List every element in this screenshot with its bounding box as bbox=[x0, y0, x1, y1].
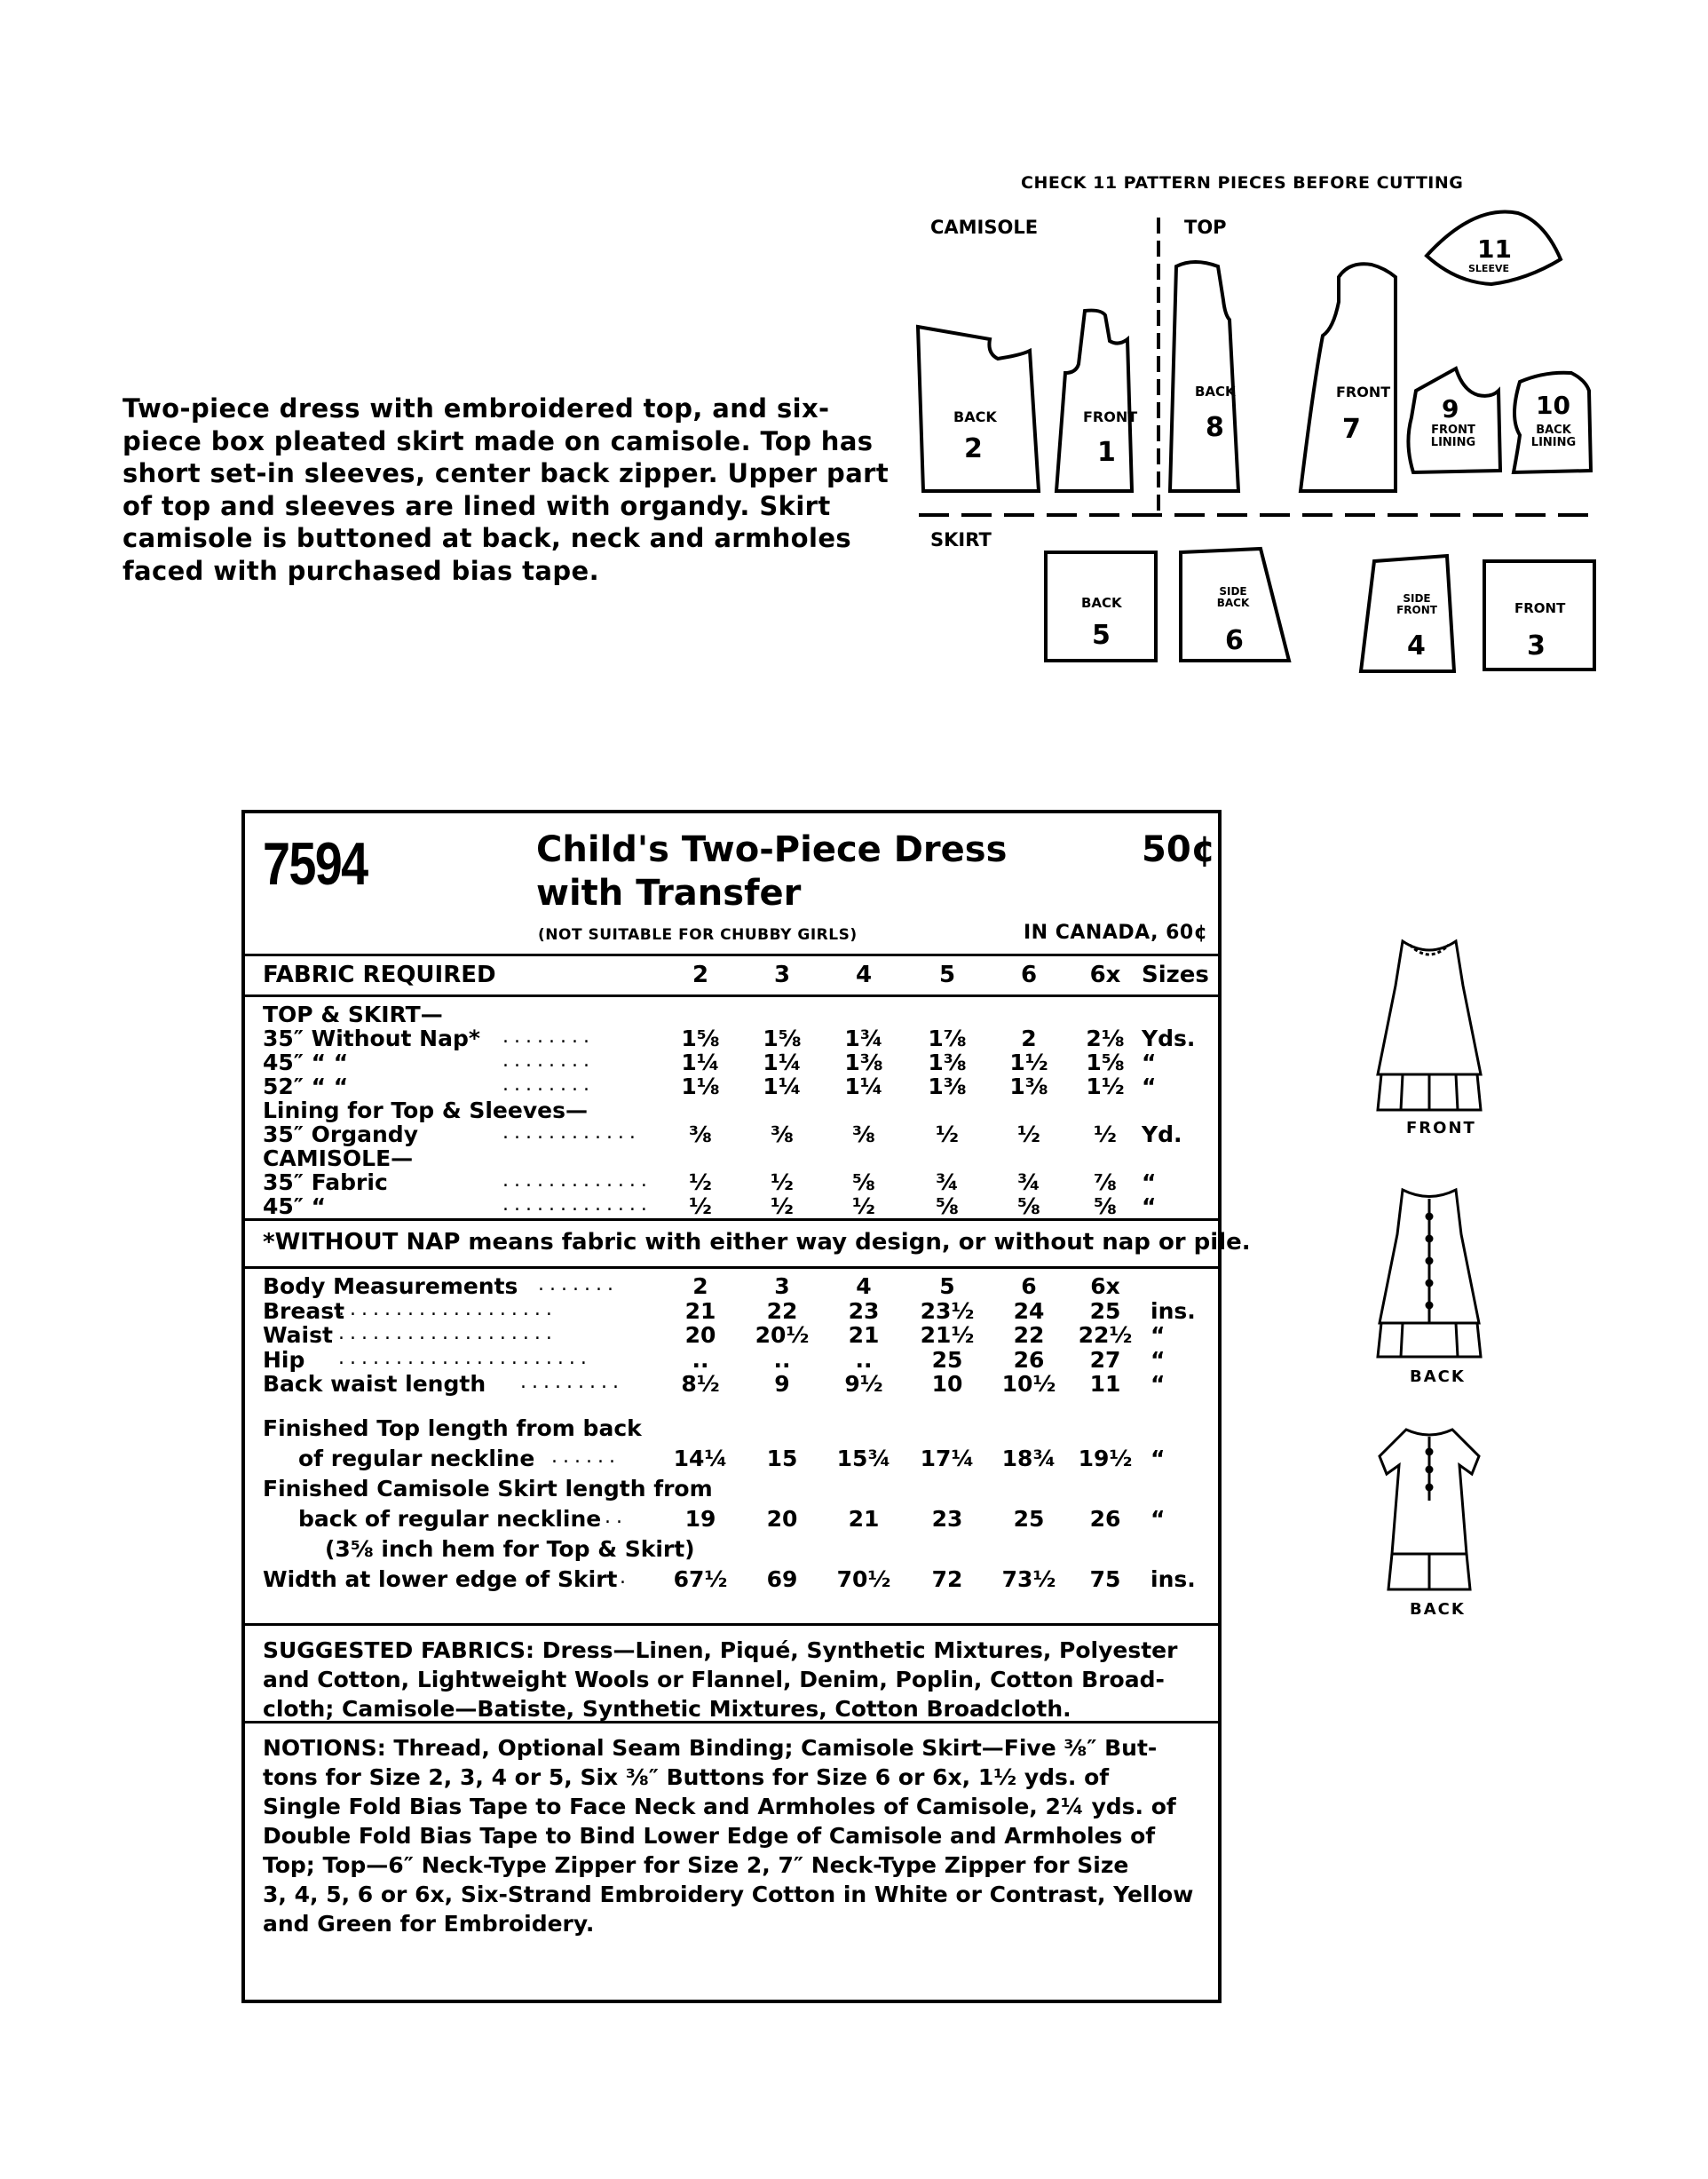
fabric-value: 1⅝ bbox=[1086, 1050, 1125, 1075]
fabric-value: 1⅝ bbox=[681, 1026, 720, 1051]
back-view-button bbox=[1427, 1214, 1432, 1219]
piece-name: BACK LINING bbox=[1530, 424, 1577, 449]
fabric-value: ½ bbox=[852, 1193, 875, 1219]
fabric-value: ⅜ bbox=[771, 1121, 794, 1147]
camisole-label: CAMISOLE bbox=[930, 217, 1039, 238]
finished-top-unit: “ bbox=[1151, 1445, 1166, 1471]
camisole-length-leader: .. bbox=[605, 1505, 628, 1528]
piece-number: 4 bbox=[1407, 630, 1426, 662]
camisole-length-value: 23 bbox=[931, 1505, 963, 1532]
finished-top-label-2: of regular neckline bbox=[298, 1445, 535, 1471]
piece-top-back-outline bbox=[1170, 262, 1238, 491]
fabric-unit: Yds. bbox=[1142, 1026, 1196, 1051]
fabric-value: 1⅜ bbox=[844, 1050, 883, 1075]
body-value: 23 bbox=[848, 1297, 880, 1324]
fabric-value: ⅜ bbox=[689, 1121, 712, 1147]
pattern-title-line1: Child's Two-Piece Dress bbox=[536, 829, 1008, 870]
fabric-value: ½ bbox=[771, 1169, 794, 1195]
piece-number: 10 bbox=[1536, 391, 1570, 420]
pattern-pieces-svg bbox=[0, 0, 1708, 710]
fabric-unit: “ bbox=[1142, 1074, 1157, 1099]
fabric-unit: “ bbox=[1142, 1050, 1157, 1075]
fabric-unit: “ bbox=[1142, 1169, 1157, 1195]
body-size-header: 4 bbox=[856, 1273, 872, 1299]
pattern-pieces-diagram bbox=[0, 0, 1708, 710]
body-value: 21 bbox=[848, 1322, 880, 1348]
piece-number: 9 bbox=[1442, 394, 1459, 424]
body-size-header: 6x bbox=[1090, 1273, 1120, 1299]
fabric-row-label: 52″ “ “ bbox=[263, 1074, 349, 1099]
fabric-value: ¾ bbox=[1017, 1169, 1040, 1195]
body-row-leader: ................... bbox=[338, 1322, 557, 1344]
fabric-value: ⅝ bbox=[1094, 1193, 1117, 1219]
size-header: 4 bbox=[855, 962, 873, 988]
fabric-value: ⅝ bbox=[1017, 1193, 1040, 1219]
piece-name: SIDE BACK bbox=[1216, 585, 1250, 609]
body-header-leader: ....... bbox=[538, 1273, 619, 1296]
suggested-line: and Cotton, Lightweight Wools or Flannel, Denim, Poplin, Cotton Broad- bbox=[263, 1667, 1165, 1692]
camisole-length-label-2: back of regular neckline bbox=[298, 1505, 602, 1532]
suggested-fabrics-text bbox=[263, 1636, 1200, 1723]
fabric-value: ½ bbox=[689, 1193, 712, 1219]
fabric-value: 1¼ bbox=[681, 1050, 720, 1075]
finished-top-value: 17¼ bbox=[920, 1445, 975, 1471]
body-row-label: Breast bbox=[263, 1297, 345, 1324]
fabric-row-leader: ............. bbox=[502, 1169, 652, 1192]
piece-back-lining-outline bbox=[1514, 373, 1591, 472]
size-header: 3 bbox=[773, 962, 791, 988]
body-value: .. bbox=[692, 1346, 709, 1373]
piece-name: BACK bbox=[1081, 595, 1122, 611]
body-header-label: Body Measurements bbox=[263, 1273, 518, 1299]
back-view-button bbox=[1427, 1280, 1432, 1286]
fabric-value: 1⅜ bbox=[928, 1074, 967, 1099]
fabric-value: 2⅛ bbox=[1086, 1026, 1125, 1051]
description-line: piece box pleated skirt made on camisole. Top has bbox=[123, 425, 874, 456]
fabric-row-label: 35″ Fabric bbox=[263, 1169, 388, 1195]
notions-line: tons for Size 2, 3, 4 or 5, Six ⅜″ Buttons for Size 6 or 6x, 1½ yds. of bbox=[263, 1764, 1110, 1790]
fabric-value: 1⅜ bbox=[928, 1050, 967, 1075]
body-measurements-table bbox=[245, 1266, 1218, 1626]
camisole-length-value: 25 bbox=[1013, 1505, 1045, 1532]
finished-top-value: 19½ bbox=[1078, 1445, 1133, 1471]
skirt-width-value: 70½ bbox=[836, 1565, 891, 1592]
piece-name: FRONT bbox=[1514, 600, 1566, 616]
size-header: 5 bbox=[938, 962, 956, 988]
camisole-length-value: 20 bbox=[766, 1505, 798, 1532]
body-size-header: 5 bbox=[939, 1273, 955, 1299]
notions-section bbox=[245, 1721, 1218, 2000]
back-view-button bbox=[1427, 1236, 1432, 1241]
camisole-length-unit: “ bbox=[1151, 1505, 1166, 1532]
body-row-label: Hip bbox=[263, 1346, 305, 1373]
body-size-header: 2 bbox=[692, 1273, 708, 1299]
body-value: 25 bbox=[1089, 1297, 1121, 1324]
fabric-value: ½ bbox=[771, 1193, 794, 1219]
back-view-pleat bbox=[1456, 1323, 1458, 1357]
fabric-unit: Yd. bbox=[1142, 1121, 1182, 1147]
nap-note-row bbox=[245, 1218, 1251, 1269]
fabric-unit: “ bbox=[1142, 1193, 1157, 1219]
finished-top-value: 15¾ bbox=[836, 1445, 891, 1471]
body-row-leader: ...................... bbox=[338, 1346, 592, 1369]
fabric-value: 1⅜ bbox=[1009, 1074, 1048, 1099]
top-label: TOP bbox=[1184, 217, 1227, 238]
back-view-label: BACK bbox=[1410, 1600, 1466, 1619]
camisole-length-value: 21 bbox=[848, 1505, 880, 1532]
front-view-label: FRONT bbox=[1406, 1119, 1476, 1137]
skirt-width-value: 67½ bbox=[673, 1565, 728, 1592]
fabric-value: 1½ bbox=[1009, 1050, 1048, 1075]
body-value: 21½ bbox=[920, 1322, 975, 1348]
body-size-header: 6 bbox=[1021, 1273, 1037, 1299]
fabric-value: 1⅝ bbox=[763, 1026, 802, 1051]
finished-top-value: 14¼ bbox=[673, 1445, 728, 1471]
size-header: 2 bbox=[692, 962, 709, 988]
fabric-row-leader: ........ bbox=[502, 1074, 595, 1096]
dress-sketches-svg bbox=[1367, 932, 1491, 1669]
fabric-value: ⅜ bbox=[852, 1121, 875, 1147]
skirt-width-value: 69 bbox=[766, 1565, 798, 1592]
title-section bbox=[245, 813, 1218, 956]
body-value: 20 bbox=[684, 1322, 716, 1348]
front-view-top bbox=[1378, 941, 1481, 1074]
pattern-title-line2: with Transfer bbox=[536, 873, 802, 914]
suggested-fabrics-section bbox=[245, 1623, 1218, 1723]
piece-number: 11 bbox=[1477, 234, 1512, 264]
body-unit: “ bbox=[1151, 1371, 1166, 1397]
piece-name: SIDE FRONT bbox=[1396, 592, 1437, 616]
back-view-button bbox=[1427, 1258, 1432, 1264]
finished-top-leader: ...... bbox=[551, 1445, 621, 1468]
skirt-label: SKIRT bbox=[930, 529, 992, 551]
size-header: 6x bbox=[1089, 962, 1121, 988]
fabric-value: ⅞ bbox=[1094, 1169, 1117, 1195]
piece-top-front-outline bbox=[1301, 264, 1396, 491]
body-row-label: Back waist length bbox=[263, 1371, 486, 1397]
fabric-value: 1¼ bbox=[763, 1050, 802, 1075]
body-row-leader: ................... bbox=[338, 1297, 557, 1320]
piece-number: 3 bbox=[1527, 630, 1546, 662]
fabric-row-label: 35″ Without Nap* bbox=[263, 1026, 480, 1051]
body-value: 8½ bbox=[681, 1371, 720, 1397]
piece-name: SLEEVE bbox=[1468, 263, 1509, 274]
back-view-button bbox=[1427, 1449, 1432, 1454]
skirt-width-unit: ins. bbox=[1151, 1565, 1196, 1592]
notions-line: Top; Top—6″ Neck-Type Zipper for Size 2, 7″ Neck-Type Zipper for Size bbox=[263, 1852, 1129, 1878]
piece-name: FRONT bbox=[1083, 408, 1138, 425]
skirt-width-value: 75 bbox=[1089, 1565, 1121, 1592]
dress-sketches bbox=[1367, 932, 1491, 1669]
description-line: camisole is buttoned at back, neck and armholes bbox=[123, 523, 852, 553]
body-row-leader: ......... bbox=[520, 1371, 624, 1393]
body-value: .. bbox=[855, 1346, 873, 1373]
body-value: 27 bbox=[1089, 1346, 1121, 1373]
fabric-row-label: TOP & SKIRT— bbox=[263, 1002, 443, 1027]
fabric-row-leader: ........ bbox=[502, 1050, 595, 1072]
fabric-value: 1⅞ bbox=[928, 1026, 967, 1051]
camisole-length-value: 26 bbox=[1089, 1505, 1121, 1532]
finished-top-label: Finished Top length from back bbox=[263, 1414, 642, 1441]
description-line: Two-piece dress with embroidered top, and six- bbox=[123, 393, 830, 424]
canada-price: IN CANADA, 60¢ bbox=[1024, 922, 1208, 944]
body-value: 24 bbox=[1013, 1297, 1045, 1324]
suggested-line: cloth; Camisole—Batiste, Synthetic Mixtures, Cotton Broadcloth. bbox=[263, 1696, 1071, 1722]
fabric-value: ½ bbox=[689, 1169, 712, 1195]
piece-number: 5 bbox=[1092, 620, 1111, 651]
fabric-row-label: 45″ “ “ bbox=[263, 1050, 349, 1075]
piece-number: 1 bbox=[1097, 437, 1116, 468]
fabric-value: 2 bbox=[1021, 1026, 1037, 1051]
suggested-line: SUGGESTED FABRICS: Dress—Linen, Piqué, Synthetic Mixtures, Polyester bbox=[263, 1637, 1178, 1663]
fabric-value: 1⅛ bbox=[681, 1074, 720, 1099]
notions-line: Single Fold Bias Tape to Face Neck and Armholes of Camisole, 2¼ yds. of bbox=[263, 1794, 1176, 1819]
fabric-value: ½ bbox=[1017, 1121, 1040, 1147]
body-value: 22½ bbox=[1078, 1322, 1133, 1348]
fabric-value: 1½ bbox=[1086, 1074, 1125, 1099]
fabric-row-leader: ............ bbox=[502, 1121, 641, 1144]
back-view-pleat bbox=[1401, 1323, 1403, 1357]
body-size-header: 3 bbox=[774, 1273, 790, 1299]
fabric-value: ½ bbox=[1094, 1121, 1117, 1147]
body-value: 21 bbox=[684, 1297, 716, 1324]
front-view-pleat bbox=[1456, 1074, 1458, 1110]
notions-text bbox=[263, 1733, 1200, 1938]
fabric-value: 1¼ bbox=[844, 1074, 883, 1099]
body-value: 23½ bbox=[920, 1297, 975, 1324]
fabric-value: ⅝ bbox=[936, 1193, 959, 1219]
back-view-button bbox=[1427, 1485, 1432, 1490]
finished-top-value: 15 bbox=[766, 1445, 798, 1471]
fabric-value: ½ bbox=[936, 1121, 959, 1147]
back-view-button bbox=[1427, 1303, 1432, 1308]
fabric-header-row bbox=[245, 954, 1218, 997]
camisole-length-label: Finished Camisole Skirt length from bbox=[263, 1475, 713, 1502]
piece-number: 6 bbox=[1225, 625, 1244, 656]
description-line: of top and sleeves are lined with organdy. Skirt bbox=[123, 490, 831, 521]
notions-line: Double Fold Bias Tape to Bind Lower Edge of Camisole and Armholes of bbox=[263, 1823, 1156, 1849]
body-row-label: Waist bbox=[263, 1322, 333, 1348]
body-value: 10 bbox=[931, 1371, 963, 1397]
notions-line: NOTIONS: Thread, Optional Seam Binding; Camisole Skirt—Five ⅜″ But- bbox=[263, 1735, 1158, 1761]
body-value: 9 bbox=[774, 1371, 790, 1397]
price: 50¢ bbox=[1142, 829, 1216, 870]
piece-name: BACK bbox=[1195, 384, 1236, 400]
body-value: 11 bbox=[1089, 1371, 1121, 1397]
fabric-row-label: 45″ “ bbox=[263, 1193, 327, 1219]
body-value: 10½ bbox=[1001, 1371, 1056, 1397]
front-view-pleat bbox=[1401, 1074, 1403, 1110]
notions-line: 3, 4, 5, 6 or 6x, Six-Strand Embroidery Cotton in White or Contrast, Yellow bbox=[263, 1882, 1194, 1907]
nap-note: *WITHOUT NAP means fabric with either way design, or without nap or pile. bbox=[263, 1229, 1251, 1256]
fabric-row-leader: ............. bbox=[502, 1193, 652, 1216]
back-view-label: BACK bbox=[1410, 1367, 1466, 1386]
body-value: 26 bbox=[1013, 1346, 1045, 1373]
piece-name: FRONT LINING bbox=[1430, 424, 1476, 449]
fabric-row-leader: ........ bbox=[502, 1026, 595, 1048]
body-value: 22 bbox=[1013, 1322, 1045, 1348]
notions-line: and Green for Embroidery. bbox=[263, 1911, 595, 1937]
hem-note: (3⅝ inch hem for Top & Skirt) bbox=[325, 1535, 695, 1562]
fabric-value: ⅝ bbox=[852, 1169, 875, 1195]
skirt-width-value: 73½ bbox=[1001, 1565, 1056, 1592]
piece-number: 7 bbox=[1342, 414, 1361, 445]
piece-camisole-front-outline bbox=[1056, 311, 1132, 491]
pattern-spec-box bbox=[241, 810, 1251, 2003]
body-value: 20½ bbox=[755, 1322, 810, 1348]
pieces-header: CHECK 11 PATTERN PIECES BEFORE CUTTING bbox=[1021, 173, 1464, 193]
suitability-note: (NOT SUITABLE FOR CHUBBY GIRLS) bbox=[538, 926, 858, 944]
skirt-width-value: 72 bbox=[931, 1565, 963, 1592]
finished-top-value: 18¾ bbox=[1001, 1445, 1056, 1471]
size-header: 6 bbox=[1020, 962, 1038, 988]
body-unit: “ bbox=[1151, 1322, 1166, 1348]
body-value: 25 bbox=[931, 1346, 963, 1373]
skirt-width-leader: . bbox=[620, 1565, 631, 1589]
body-unit: “ bbox=[1151, 1346, 1166, 1373]
description-line: faced with purchased bias tape. bbox=[123, 555, 600, 586]
body-value: 9½ bbox=[844, 1371, 883, 1397]
fabric-table bbox=[245, 994, 1218, 1221]
fabric-row-label: 35″ Organdy bbox=[263, 1121, 418, 1147]
piece-name: FRONT bbox=[1336, 384, 1391, 400]
back-view-skirt bbox=[1378, 1323, 1481, 1357]
piece-name: BACK bbox=[953, 408, 997, 425]
sizes-unit: Sizes bbox=[1142, 962, 1209, 988]
body-value: 22 bbox=[766, 1297, 798, 1324]
fabric-value: ¾ bbox=[936, 1169, 959, 1195]
fabric-value: 1¾ bbox=[844, 1026, 883, 1051]
fabric-row-label: CAMISOLE— bbox=[263, 1145, 414, 1171]
skirt-width-label: Width at lower edge of Skirt bbox=[263, 1565, 618, 1592]
body-value: .. bbox=[773, 1346, 791, 1373]
body-unit: ins. bbox=[1151, 1297, 1196, 1324]
piece-number: 2 bbox=[964, 433, 983, 464]
fabric-required-label: FABRIC REQUIRED bbox=[263, 962, 496, 988]
piece-number: 8 bbox=[1206, 412, 1224, 443]
back-view-button bbox=[1427, 1467, 1432, 1472]
pattern-number: 7594 bbox=[263, 830, 368, 898]
camisole-length-value: 19 bbox=[684, 1505, 716, 1532]
fabric-value: 1¼ bbox=[763, 1074, 802, 1099]
fabric-row-label: Lining for Top & Sleeves— bbox=[263, 1097, 588, 1123]
description-line: short set-in sleeves, center back zipper. Upper part bbox=[123, 458, 890, 488]
